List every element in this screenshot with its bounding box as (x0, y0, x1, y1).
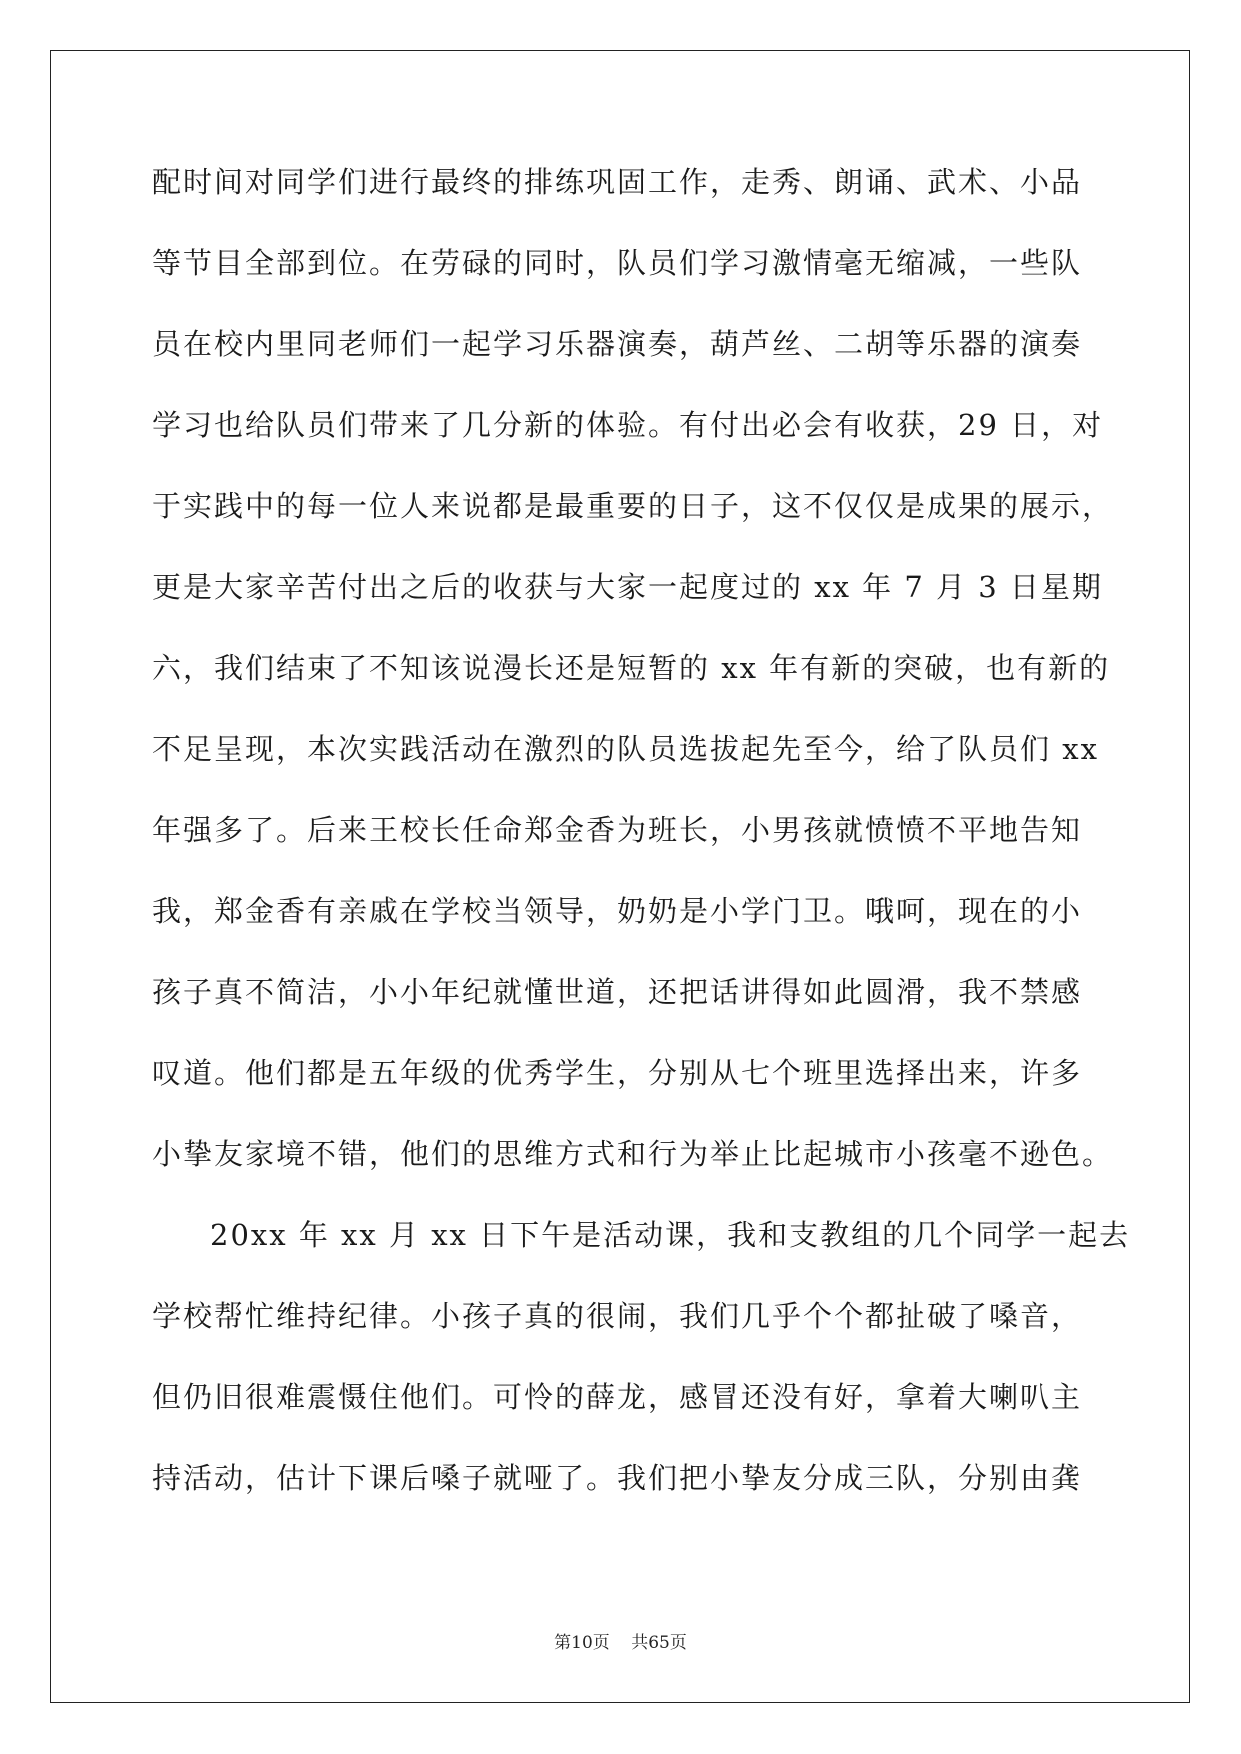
body-text (152, 162, 1131, 1539)
total-pages: 共65页 (631, 1633, 687, 1653)
page-number: 第10页 (554, 1633, 610, 1653)
text-line: 我，郑金香有亲戚在学校当领导，奶奶是小学门卫。哦呵，现在的小 (152, 894, 1083, 928)
text-line: 叹道。他们都是五年级的优秀学生，分别从七个班里选择出来，许多 (152, 1056, 1083, 1090)
paragraph-start-line: 20xx 年 xx 月 xx 日下午是活动课，我和支教组的几个同学一起去 (210, 1218, 1131, 1252)
text-line: 于实践中的每一位人来说都是最重要的日子，这不仅仅是成果的展示， (152, 489, 1114, 523)
text-line: 更是大家辛苦付出之后的收获与大家一起度过的 xx 年 7 月 3 日星期 (152, 570, 1103, 604)
text-line: 学习也给队员们带来了几分新的体验。有付出必会有收获，29 日，对 (152, 408, 1104, 442)
text-line: 配时间对同学们进行最终的排练巩固工作，走秀、朗诵、武术、小品 (152, 165, 1083, 199)
text-line: 不足呈现，本次实践活动在激烈的队员选拔起先至今，给了队员们 xx (152, 732, 1099, 766)
page-footer (0, 1628, 1241, 1653)
text-line: 小挚友家境不错，他们的思维方式和行为举止比起城市小孩毫不逊色。 (152, 1137, 1114, 1171)
text-line: 持活动，估计下课后嗓子就哑了。我们把小挚友分成三队，分别由龚 (152, 1461, 1083, 1495)
text-line: 年强多了。后来王校长任命郑金香为班长，小男孩就愤愤不平地告知 (152, 813, 1083, 847)
text-line: 孩子真不简洁，小小年纪就懂世道，还把话讲得如此圆滑，我不禁感 (152, 975, 1083, 1009)
text-line: 学校帮忙维持纪律。小孩子真的很闹，我们几乎个个都扯破了嗓音， (152, 1299, 1083, 1333)
text-line: 但仍旧很难震慑住他们。可怜的薛龙，感冒还没有好，拿着大喇叭主 (152, 1380, 1083, 1414)
text-line: 六，我们结束了不知该说漫长还是短暂的 xx 年有新的突破，也有新的 (152, 651, 1111, 685)
text-line: 等节目全部到位。在劳碌的同时，队员们学习激情毫无缩减，一些队 (152, 246, 1083, 280)
text-line: 员在校内里同老师们一起学习乐器演奏，葫芦丝、二胡等乐器的演奏 (152, 327, 1083, 361)
